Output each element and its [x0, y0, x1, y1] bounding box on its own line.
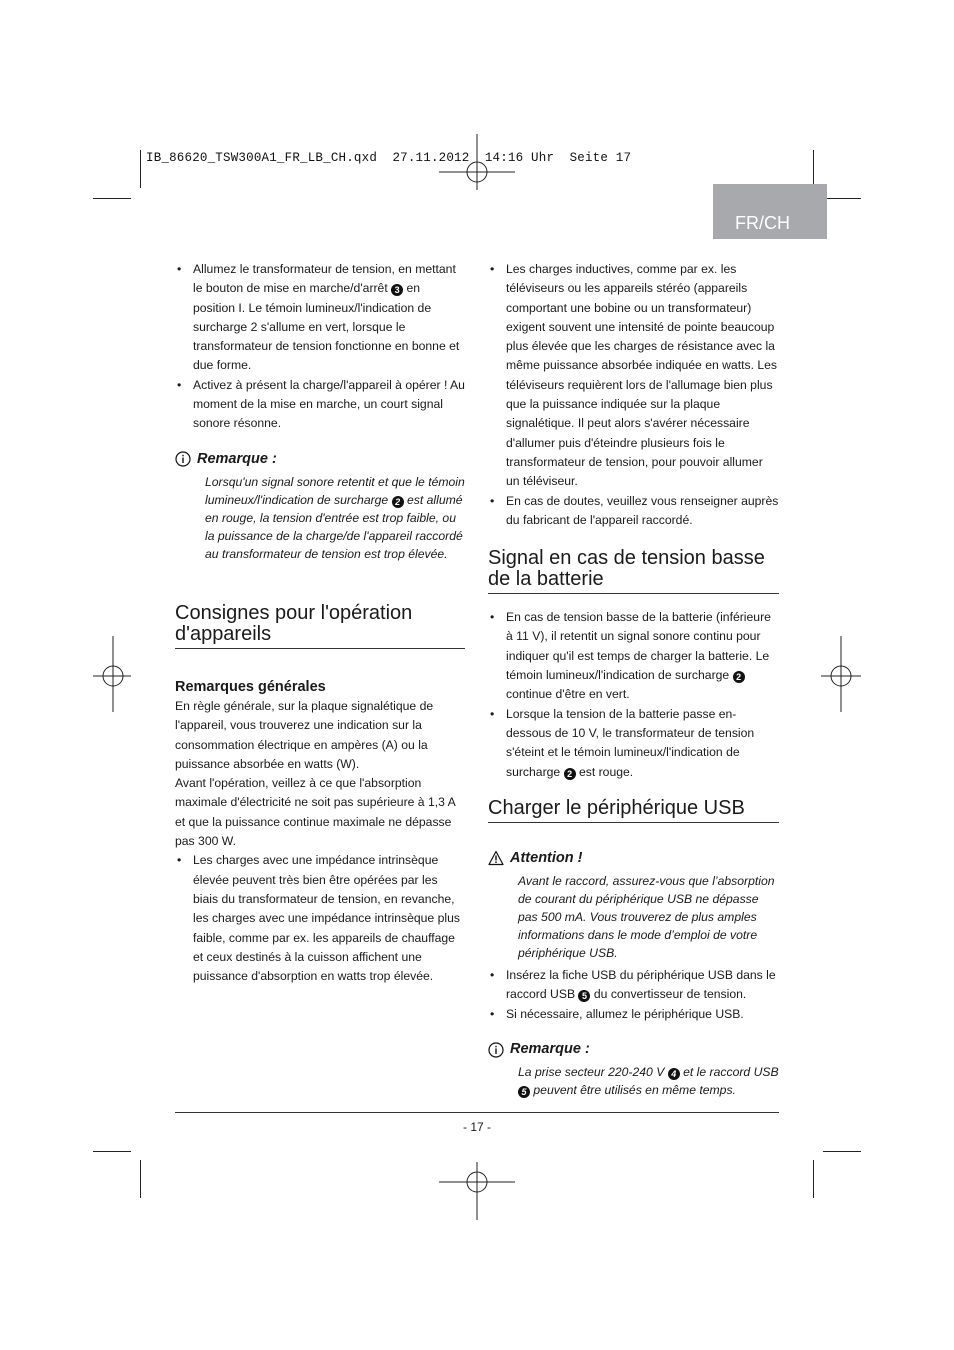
list-item: • Si nécessaire, allumez le périphérique USB.: [488, 1005, 779, 1024]
crop-mark: [140, 150, 141, 188]
note-heading: Remarque :: [488, 1040, 779, 1059]
right-column: [488, 260, 779, 1099]
subsection-heading: Remarques générales: [175, 678, 326, 695]
list-item: • En cas de doutes, veuillez vous renseigner auprès du fabricant de l'appareil raccordé.: [488, 492, 779, 531]
number-badge-icon: 2: [392, 496, 404, 508]
crop-mark: [823, 1151, 861, 1152]
number-badge-icon: 2: [564, 768, 576, 780]
print-slug-line: IB_86620_TSW300A1_FR_LB_CH.qxd 27.11.2012 14:16 Uhr Seite 17: [146, 151, 632, 165]
paragraph: Avant l'opération, veillez à ce que l'absorption maximale d'électricité ne soit pas supérieure à 1,3 A et que la puissance continue maximale ne dépasse pas 300 W.: [175, 776, 456, 849]
registration-mark-bottom: [437, 1142, 517, 1222]
list-item: • Les charges inductives, comme par ex. les téléviseurs ou les appareils stéréo (appareils comportant une bobine ou un transformateur) exigent souvent une intensité de pointe beaucoup plus élevée que les charges de résistance avec la même puissance absorbée indiquée en watts. Les téléviseurs requièrent lors de l'allumage bien plus que la puissance indiquée sur la plaque signalétique. Il peut alors s'avérer nécessaire d'allumer puis d'éteindre plusieurs fois le transformateur de tension, pour pouvoir allumer un téléviseur.: [488, 260, 779, 492]
registration-mark-left: [93, 636, 173, 716]
crop-mark: [813, 1160, 814, 1198]
list-item: • Allumez le transformateur de tension, en mettant le bouton de mise en marche/d'arrêt 3 en position I. Le témoin lumineux/l'indication de surcharge 2 s'allume en vert, lorsque le transformateur de tension fonctionne en bonne et due forme.: [175, 260, 465, 376]
list-item: • Les charges avec une impédance intrinsèque élevée peuvent très bien être opérées par les biais du transformateur de tension, en revanche, les charges avec une impédance intrinsèque plus faible, comme par ex. les appareils de chauffage et ceux destinés à la cuisson affichent une puissance d'absorption en watts trop élevée.: [175, 851, 465, 986]
number-badge-icon: 4: [668, 1068, 680, 1080]
section-heading: Consignes pour l'opération d'appareils: [175, 603, 465, 649]
list-item: • En cas de tension basse de la batterie (inférieure à 11 V), il retentit un signal sonore continu pour indiquer qu'il est temps de charger la batterie. Le témoin lumineux/l'indication de surcharge 2 continue d'être en vert.: [488, 608, 779, 704]
list-item: • Activez à présent la charge/l'appareil à opérer ! Au moment de la mise en marche, un court signal sonore résonne.: [175, 376, 465, 434]
instruction-list: [488, 966, 779, 1024]
crop-mark: [813, 150, 814, 188]
note-text: La prise secteur 220-240 V 4 et le raccord USB 5 peuvent être utilisés en même temps.: [518, 1065, 779, 1098]
left-column: [175, 260, 465, 986]
crop-mark: [140, 1160, 141, 1198]
instruction-list: [488, 260, 779, 530]
number-badge-icon: 5: [578, 990, 590, 1002]
footer-divider: [175, 1112, 779, 1113]
attention-text: Avant le raccord, assurez-vous que l’absorption de courant du périphérique USB ne dépasse pas 500 mA. Vous trouverez de plus amples informations dans le mode d’emploi de votre périphérique USB.: [518, 874, 775, 961]
paragraph: En règle générale, sur la plaque signalétique de l'appareil, vous trouverez une indication sur la consommation électrique en ampères (A) ou la puissance absorbée en watts (W).: [175, 698, 434, 771]
note-heading: Remarque :: [175, 450, 465, 469]
info-icon: [488, 1042, 504, 1058]
section-heading: Signal en cas de tension basse de la batterie: [488, 548, 779, 594]
registration-mark-right: [821, 636, 901, 716]
warning-icon: [488, 850, 504, 866]
note-text: Lorsqu'un signal sonore retentit et que le témoin lumineux/l'indication de surcharge 2 est allumé en rouge, la tension d'entrée est trop faible, ou la puissance de la charge/de l'appareil raccordé au transformateur de tension est trop élevée.: [205, 474, 465, 561]
language-tab-label: FR/CH: [735, 213, 790, 233]
instruction-list: [175, 260, 465, 434]
language-tab: [713, 184, 827, 239]
list-item: • Insérez la fiche USB du périphérique USB dans le raccord USB 5 du convertisseur de tension.: [488, 966, 779, 1005]
list-item: • Lorsque la tension de la batterie passe en-dessous de 10 V, le transformateur de tension s'éteint et le témoin lumineux/l'indication de surcharge 2 est rouge.: [488, 705, 779, 782]
number-badge-icon: 2: [733, 671, 745, 683]
info-icon: [175, 451, 191, 467]
number-badge-icon: 5: [518, 1086, 530, 1098]
instruction-list: [175, 851, 465, 986]
page-number: - 17 -: [462, 1120, 491, 1134]
crop-mark: [93, 1151, 131, 1152]
attention-heading: Attention !: [488, 849, 779, 868]
instruction-list: [488, 608, 779, 782]
number-badge-icon: 3: [391, 284, 403, 296]
section-heading: Charger le périphérique USB: [488, 798, 779, 823]
registration-mark-top: [437, 132, 517, 212]
crop-mark: [823, 198, 861, 199]
crop-mark: [93, 198, 131, 199]
